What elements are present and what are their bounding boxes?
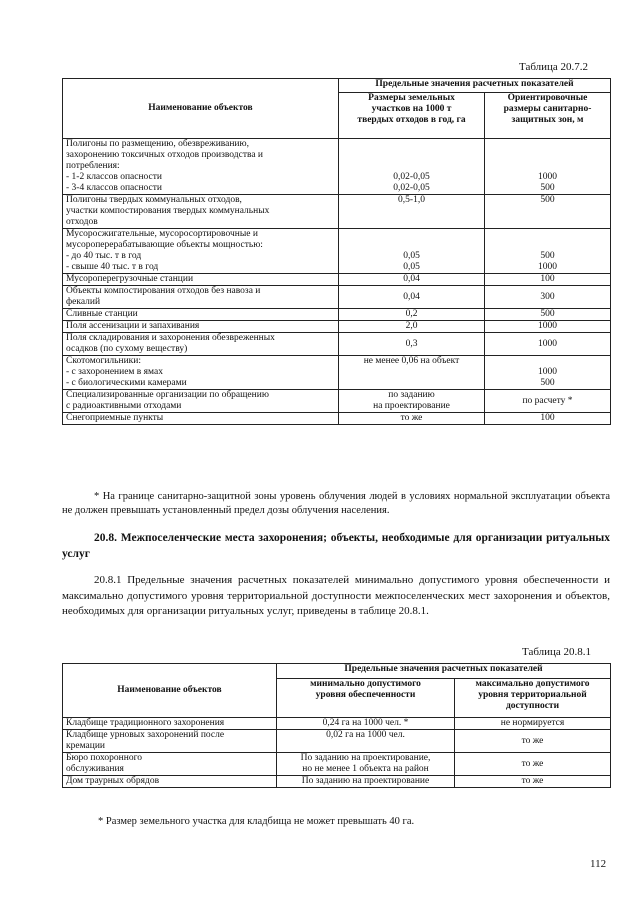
cell-text: - 1-2 классов опасности — [66, 172, 162, 182]
cell-text: по заданию — [388, 390, 435, 400]
cell-text: Специализированные организации по обращению — [66, 390, 269, 400]
table-row — [63, 195, 611, 229]
table-row — [63, 776, 611, 788]
table2 — [62, 663, 611, 788]
header-text: максимально допустимого — [475, 679, 590, 689]
header-text: Предельные значения расчетных показателей — [375, 79, 574, 89]
header-col2-cell — [485, 93, 611, 139]
header-text: минимально допустимого — [310, 679, 421, 689]
row-name-cell — [63, 286, 339, 309]
cell-text: потребления: — [66, 161, 120, 171]
row-value1-cell — [339, 356, 485, 390]
row-value2-cell — [485, 195, 611, 229]
row-value2-cell — [485, 309, 611, 321]
header-text: твердых отходов в год, га — [357, 115, 466, 125]
header-col1-cell — [339, 93, 485, 139]
cell-text: - с биологическими камерами — [66, 378, 187, 388]
header-text: уровня территориальной — [478, 690, 587, 700]
cell-text: мусороперерабатывающие объекты мощностью: — [66, 240, 263, 250]
cell-text: 500 — [540, 183, 555, 193]
row-value1-cell — [339, 309, 485, 321]
cell-text — [342, 161, 481, 172]
cell-text: по расчету * — [522, 395, 573, 406]
cell-text: 1000 — [538, 321, 557, 331]
cell-text — [342, 229, 481, 240]
cell-text: 100 — [540, 413, 555, 423]
row-name-cell — [63, 753, 277, 776]
row-value2-cell — [485, 390, 611, 413]
header-text: Наименование объектов — [148, 103, 253, 113]
row-name-cell — [63, 139, 339, 195]
header-name-cell — [63, 79, 339, 139]
table1 — [62, 78, 611, 425]
cell-text: Скотомогильники: — [66, 356, 142, 366]
row-name-cell — [63, 413, 339, 425]
cell-text — [488, 139, 607, 150]
table-row — [63, 286, 611, 309]
cell-text — [342, 240, 481, 251]
cell-text: 0,05 — [403, 251, 420, 261]
cell-text: кремации — [66, 741, 105, 751]
row-name-cell — [63, 309, 339, 321]
row-value1-cell — [277, 730, 455, 753]
cell-text: 1000 — [538, 338, 557, 349]
row-value2-cell — [485, 286, 611, 309]
cell-text: но не менее 1 объекта на район — [302, 764, 429, 774]
cell-text: По заданию на проектирование, — [300, 753, 431, 763]
cell-text — [342, 139, 481, 150]
row-value2-cell — [485, 321, 611, 333]
cell-text — [488, 229, 607, 240]
header-text: уровня обеспеченности — [315, 690, 416, 700]
cell-text: 0,2 — [405, 309, 418, 319]
header-col1-cell — [277, 679, 455, 718]
row-value2-cell — [485, 333, 611, 356]
header-name-cell — [63, 664, 277, 718]
cell-text: Бюро похоронного — [66, 753, 142, 763]
row-value2-cell — [485, 274, 611, 286]
cell-text: Сливные станции — [66, 309, 138, 319]
header-text: Размеры земельных — [368, 93, 455, 103]
cell-text: Мусороперегрузочные станции — [66, 274, 194, 284]
row-name-cell — [63, 390, 339, 413]
table-row — [63, 730, 611, 753]
header-group-cell — [339, 79, 611, 93]
cell-text: 500 — [540, 309, 555, 319]
row-value2-cell — [485, 356, 611, 390]
cell-text — [488, 240, 607, 251]
row-value1-cell — [339, 321, 485, 333]
table-row — [63, 139, 611, 195]
row-value1-cell — [339, 390, 485, 413]
row-name-cell — [63, 730, 277, 753]
page-number: 112 — [590, 858, 607, 870]
row-value1-cell — [339, 333, 485, 356]
cell-text: - с захоронением в ямах — [66, 367, 163, 377]
cell-text: 100 — [540, 274, 555, 284]
cell-text: 2,0 — [405, 321, 418, 331]
cell-text: участки компостирования твердых коммунальных — [66, 206, 270, 216]
row-value2-cell — [455, 753, 611, 776]
cell-text: фекалий — [66, 297, 101, 307]
cell-text: 1000 — [538, 262, 557, 272]
cell-text: Полигоны твердых коммунальных отходов, — [66, 195, 242, 205]
section-heading: 20.8. Межпоселенческие места захоронения; объекты, необходимые для организации ритуальных услуг — [62, 532, 610, 560]
table-row — [63, 229, 611, 274]
cell-text: 1000 — [538, 172, 557, 182]
table-row — [63, 356, 611, 390]
row-value2-cell — [455, 776, 611, 788]
row-value1-cell — [339, 139, 485, 195]
row-value2-cell — [455, 730, 611, 753]
row-value1-cell — [277, 718, 455, 730]
row-name-cell — [63, 321, 339, 333]
cell-text: - свыше 40 тыс. т в год — [66, 262, 159, 272]
cell-text — [342, 378, 481, 389]
row-value1-cell — [277, 776, 455, 788]
cell-text: Снегоприемные пункты — [66, 413, 164, 423]
table-row — [63, 753, 611, 776]
header-row — [63, 79, 611, 93]
header-text: размеры санитарно- — [503, 104, 592, 114]
cell-text: Мусоросжигательные, мусоросортировочные и — [66, 229, 258, 239]
header-text: защитных зон, м — [511, 115, 584, 125]
row-value1-cell — [339, 195, 485, 229]
cell-text: Поля ассенизации и запахивания — [66, 321, 200, 331]
cell-text: - 3-4 классов опасности — [66, 183, 162, 193]
section-paragraph: 20.8.1 Предельные значения расчетных показателей минимально допустимого уровня обеспеченности и максимально допустимого уровня территориальной доступности межпоселенческих мест захоронения и объектов, необходимых для организации ритуальных услуг, приведены в таблице 20.8.1. — [62, 574, 610, 617]
cell-text: то же — [521, 758, 544, 769]
row-value1-cell — [339, 229, 485, 274]
table-row — [63, 274, 611, 286]
cell-text: Кладбище урновых захоронений после — [66, 730, 225, 740]
cell-text: 0,04 — [403, 291, 420, 302]
cell-text: - до 40 тыс. т в год — [66, 251, 142, 261]
cell-text: 300 — [540, 291, 555, 302]
cell-text: Дом траурных обрядов — [66, 776, 160, 786]
table-row — [63, 413, 611, 425]
cell-text: 0,02 га на 1000 чел. — [326, 730, 405, 740]
cell-text: 500 — [540, 195, 555, 205]
table-row — [63, 390, 611, 413]
table1-caption: Таблица 20.7.2 — [519, 61, 589, 73]
cell-text: 1000 — [538, 367, 557, 377]
row-name-cell — [63, 776, 277, 788]
table-row — [63, 718, 611, 730]
row-value2-cell — [455, 718, 611, 730]
table-row — [63, 321, 611, 333]
row-value1-cell — [339, 286, 485, 309]
header-text: доступности — [505, 701, 560, 711]
cell-text: на проектирование — [373, 401, 450, 411]
header-text: Наименование объектов — [117, 685, 222, 695]
cell-text: 0,04 — [403, 274, 420, 284]
row-value2-cell — [485, 413, 611, 425]
cell-text: то же — [400, 413, 423, 423]
cell-text — [342, 367, 481, 378]
cell-text: осадков (по сухому веществу) — [66, 344, 188, 354]
cell-text: отходов — [66, 217, 98, 227]
cell-text: 0,3 — [405, 338, 418, 349]
cell-text: не менее 0,06 на объект — [363, 356, 460, 366]
row-name-cell — [63, 356, 339, 390]
row-name-cell — [63, 333, 339, 356]
row-value1-cell — [339, 274, 485, 286]
table-row — [63, 333, 611, 356]
row-value1-cell — [339, 413, 485, 425]
row-value1-cell — [277, 753, 455, 776]
table2-footnote: * Размер земельного участка для кладбища не может превышать 40 га. — [98, 816, 415, 827]
cell-text: 0,02-0,05 — [393, 172, 430, 182]
header-text: Ориентировочные — [507, 93, 588, 103]
row-value2-cell — [485, 139, 611, 195]
table2-caption: Таблица 20.8.1 — [522, 646, 592, 658]
header-col2-cell — [455, 679, 611, 718]
row-value2-cell — [485, 229, 611, 274]
cell-text: Полигоны по размещению, обезвреживанию, — [66, 139, 249, 149]
row-name-cell — [63, 195, 339, 229]
cell-text: Кладбище традиционного захоронения — [66, 718, 225, 728]
cell-text — [488, 356, 607, 367]
cell-text: 0,05 — [403, 262, 420, 272]
cell-text: захоронению токсичных отходов производства и — [66, 150, 264, 160]
header-group-cell — [277, 664, 611, 679]
cell-text: то же — [521, 776, 544, 786]
cell-text: не нормируется — [500, 718, 565, 728]
cell-text: 500 — [540, 378, 555, 388]
cell-text: 0,5-1,0 — [398, 195, 425, 205]
cell-text: с радиоактивными отходами — [66, 401, 182, 411]
cell-text: 500 — [540, 251, 555, 261]
cell-text: обслуживания — [66, 764, 124, 774]
cell-text: Объекты компостирования отходов без навоза и — [66, 286, 261, 296]
table1-footnote: * На границе санитарно-защитной зоны уровень облучения людей в условиях нормальной эксплуатации объекта не должен превышать установленный предел дозы облучения населения. — [62, 491, 610, 516]
cell-text: 0,02-0,05 — [393, 183, 430, 193]
table-row — [63, 309, 611, 321]
cell-text: 0,24 га на 1000 чел. * — [322, 718, 409, 728]
header-row — [63, 664, 611, 679]
header-text: участков на 1000 т — [371, 104, 452, 114]
cell-text: Поля складирования и захоронения обезвреженных — [66, 333, 275, 343]
cell-text — [342, 150, 481, 161]
row-name-cell — [63, 274, 339, 286]
cell-text — [488, 161, 607, 172]
row-name-cell — [63, 718, 277, 730]
row-name-cell — [63, 229, 339, 274]
cell-text — [488, 150, 607, 161]
cell-text: то же — [521, 735, 544, 746]
header-text: Предельные значения расчетных показателей — [344, 664, 543, 674]
cell-text: По заданию на проектирование — [301, 776, 430, 786]
